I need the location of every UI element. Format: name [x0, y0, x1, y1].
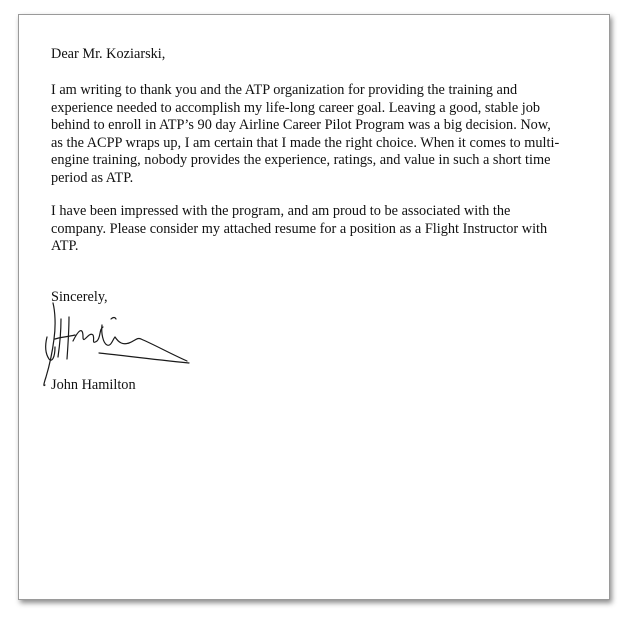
- greeting-text: Dear Mr. Koziarski,: [51, 46, 166, 62]
- paragraph-line: ATP.: [51, 238, 79, 255]
- paragraph-line: as the ACPP wraps up, I am certain that I made the right choice. When it comes to multi-: [51, 134, 560, 151]
- letter-greeting: [51, 46, 591, 64]
- letter-signature-name: [51, 377, 591, 395]
- paragraph-line: company. Please consider my attached resume for a position as a Flight Instructor with: [51, 220, 548, 237]
- paragraph-line: I am writing to thank you and the ATP organization for providing the training and: [51, 82, 518, 98]
- letter-paragraph-1: [51, 82, 591, 188]
- signer-name: John Hamilton: [51, 377, 136, 393]
- letter-paragraph-2: [51, 203, 591, 256]
- paragraph-line: engine training, nobody provides the experience, ratings, and value in such a short time: [51, 152, 551, 169]
- letter-page: [18, 14, 610, 600]
- closing-text: Sincerely,: [51, 289, 108, 305]
- paragraph-line: I have been impressed with the program, and am proud to be associated with the: [51, 203, 511, 219]
- paragraph-line: experience needed to accomplish my life-long career goal. Leaving a good, stable job: [51, 99, 541, 116]
- paragraph-line: period as ATP.: [51, 169, 134, 186]
- paragraph-line: behind to enroll in ATP’s 90 day Airline Career Pilot Program was a big decision. Now,: [51, 117, 551, 134]
